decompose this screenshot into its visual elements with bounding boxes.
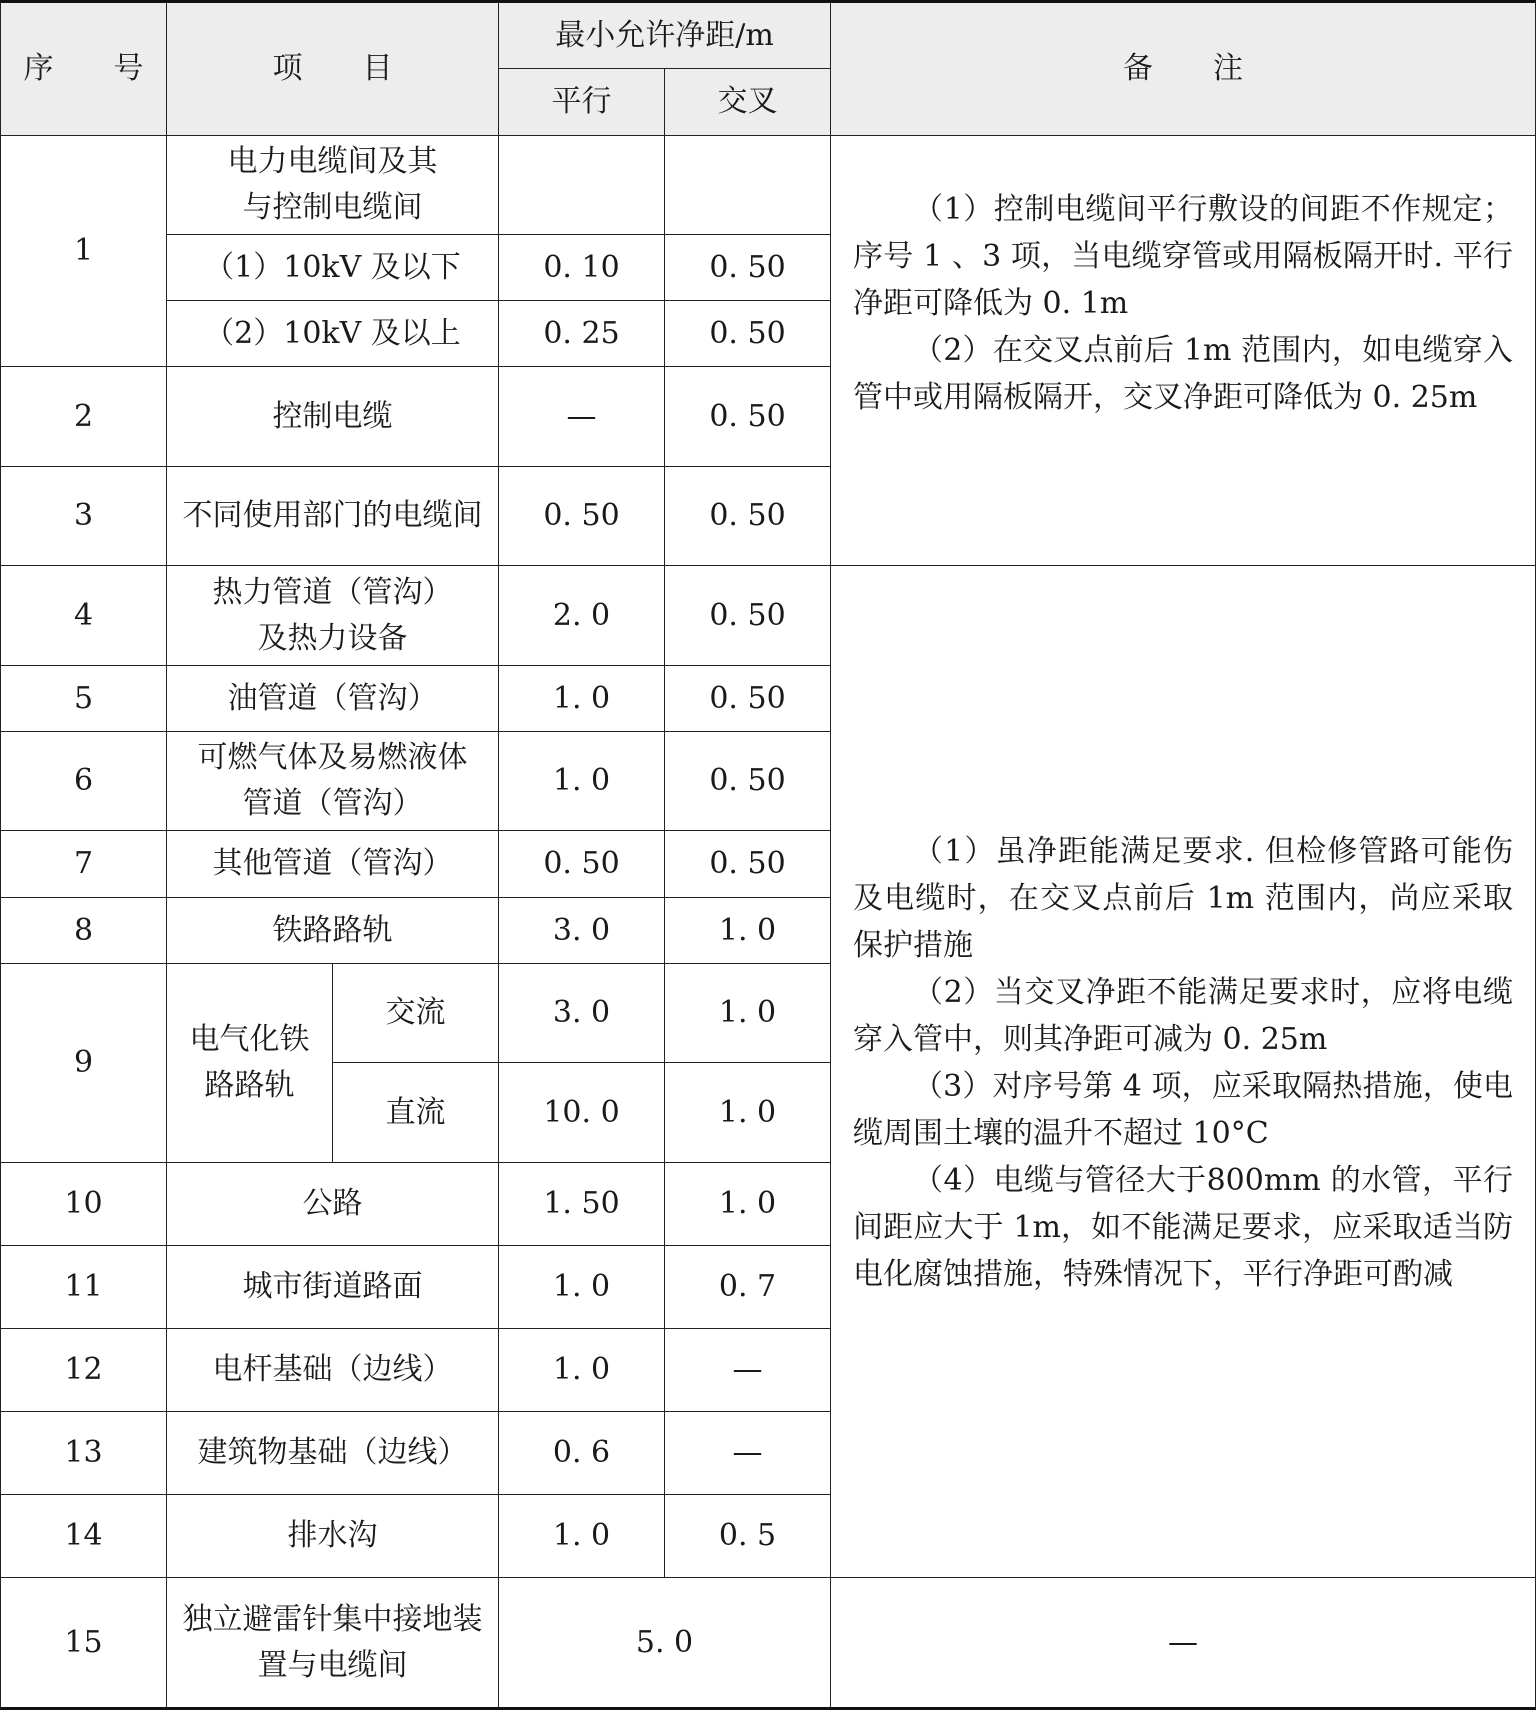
- header-no: 序 号: [1, 2, 167, 136]
- row-parallel: 10. 0: [499, 1063, 665, 1163]
- row-subitem: 交流: [333, 964, 499, 1063]
- row-cross: 0. 7: [665, 1246, 831, 1329]
- row-item: （1）10kV 及以下: [167, 235, 499, 301]
- header-item: 项 目: [167, 2, 499, 136]
- row-cross: 0. 50: [665, 467, 831, 566]
- row-parallel: 1. 0: [499, 732, 665, 831]
- row-cross: 1. 0: [665, 1063, 831, 1163]
- row-item: 电杆基础（边线）: [167, 1329, 499, 1412]
- remarks-group-1: [831, 136, 1536, 566]
- row-no: 9: [1, 964, 167, 1163]
- row-parallel: 0. 50: [499, 831, 665, 898]
- row-cross: 1. 0: [665, 1163, 831, 1246]
- row-no: 8: [1, 898, 167, 964]
- row-item: 公路: [167, 1163, 499, 1246]
- row-parallel: 1. 0: [499, 1495, 665, 1578]
- row-cross: 1. 0: [665, 964, 831, 1063]
- row-no: 12: [1, 1329, 167, 1412]
- row-no: 15: [1, 1578, 167, 1709]
- row-parallel: 0. 50: [499, 467, 665, 566]
- row-parallel: 1. 0: [499, 1246, 665, 1329]
- header-min-clearance: 最小允许净距/m: [499, 2, 831, 69]
- remarks-group-2: [831, 566, 1536, 1578]
- row-cross: 0. 50: [665, 566, 831, 666]
- row-parallel: 0. 6: [499, 1412, 665, 1495]
- row-cross: [665, 136, 831, 235]
- row-no: 13: [1, 1412, 167, 1495]
- row-no: 10: [1, 1163, 167, 1246]
- row-item: 油管道（管沟）: [167, 666, 499, 732]
- row-item: 电气化铁路路轨: [167, 964, 333, 1163]
- remark-paragraph: （2）在交叉点前后 1m 范围内，如电缆穿入管中或用隔板隔开，交叉净距可降低为 0. 25m: [853, 333, 1513, 415]
- row-parallel: 1. 0: [499, 1329, 665, 1412]
- row-cross: 0. 50: [665, 301, 831, 367]
- remark-paragraph: （1）虽净距能满足要求. 但检修管路可能伤及电缆时，在交叉点前后 1m 范围内，尚应采取保护措施: [853, 834, 1513, 963]
- row-no: 3: [1, 467, 167, 566]
- row-parallel: 2. 0: [499, 566, 665, 666]
- header-cross: 交叉: [665, 69, 831, 136]
- row-parallel: 0. 25: [499, 301, 665, 367]
- row-item: 排水沟: [167, 1495, 499, 1578]
- row-parallel: 3. 0: [499, 964, 665, 1063]
- row-no: 1: [1, 136, 167, 367]
- row-item: 其他管道（管沟）: [167, 831, 499, 898]
- table-row: [1, 1578, 1536, 1709]
- remark-paragraph: （4）电缆与管径大于800mm 的水管，平行间距应大于 1m，如不能满足要求，应采取适当防电化腐蚀措施，特殊情况下，平行净距可酌减: [853, 1163, 1513, 1292]
- row-no: 14: [1, 1495, 167, 1578]
- remark-paragraph: （1）控制电缆间平行敷设的间距不作规定；序号 1 、3 项，当电缆穿管或用隔板隔开时. 平行净距可降低为 0. 1m: [853, 192, 1513, 321]
- row-item: 可燃气体及易燃液体管道（管沟）: [167, 732, 499, 831]
- row-parallel: —: [499, 367, 665, 467]
- row-cross: 0. 50: [665, 367, 831, 467]
- remark-paragraph: （2）当交叉净距不能满足要求时，应将电缆穿入管中，则其净距可减为 0. 25m: [853, 975, 1513, 1057]
- row-cross: 1. 0: [665, 898, 831, 964]
- table-row: [1, 136, 1536, 235]
- row-parallel: 1. 50: [499, 1163, 665, 1246]
- row-item: （2）10kV 及以上: [167, 301, 499, 367]
- row-cross: 0. 50: [665, 831, 831, 898]
- row-cross: —: [665, 1329, 831, 1412]
- header-remarks: 备 注: [831, 2, 1536, 136]
- header-parallel: 平行: [499, 69, 665, 136]
- remark-paragraph: （3）对序号第 4 项，应采取隔热措施，使电缆周围土壤的温升不超过 10°C: [853, 1069, 1513, 1151]
- row-item: 独立避雷针集中接地装置与电缆间: [167, 1578, 499, 1709]
- row-item: 铁路路轨: [167, 898, 499, 964]
- row-item: 建筑物基础（边线）: [167, 1412, 499, 1495]
- row-item: 城市街道路面: [167, 1246, 499, 1329]
- row-item: 控制电缆: [167, 367, 499, 467]
- row-remark: —: [831, 1578, 1536, 1709]
- row-no: 7: [1, 831, 167, 898]
- row-cross: 0. 50: [665, 666, 831, 732]
- header-row: [1, 2, 1536, 69]
- row-item: 不同使用部门的电缆间: [167, 467, 499, 566]
- row-parallel: 1. 0: [499, 666, 665, 732]
- row-parallel: 3. 0: [499, 898, 665, 964]
- row-no: 2: [1, 367, 167, 467]
- row-no: 6: [1, 732, 167, 831]
- row-no: 5: [1, 666, 167, 732]
- row-parallel: 0. 10: [499, 235, 665, 301]
- row-item: 电力电缆间及其与控制电缆间: [167, 136, 499, 235]
- row-no: 4: [1, 566, 167, 666]
- row-item: 热力管道（管沟）及热力设备: [167, 566, 499, 666]
- row-cross: 0. 50: [665, 732, 831, 831]
- row-value: 5. 0: [499, 1578, 831, 1709]
- row-cross: 0. 5: [665, 1495, 831, 1578]
- row-cross: —: [665, 1412, 831, 1495]
- row-subitem: 直流: [333, 1063, 499, 1163]
- row-parallel: [499, 136, 665, 235]
- row-cross: 0. 50: [665, 235, 831, 301]
- table-row: [1, 566, 1536, 666]
- row-no: 11: [1, 1246, 167, 1329]
